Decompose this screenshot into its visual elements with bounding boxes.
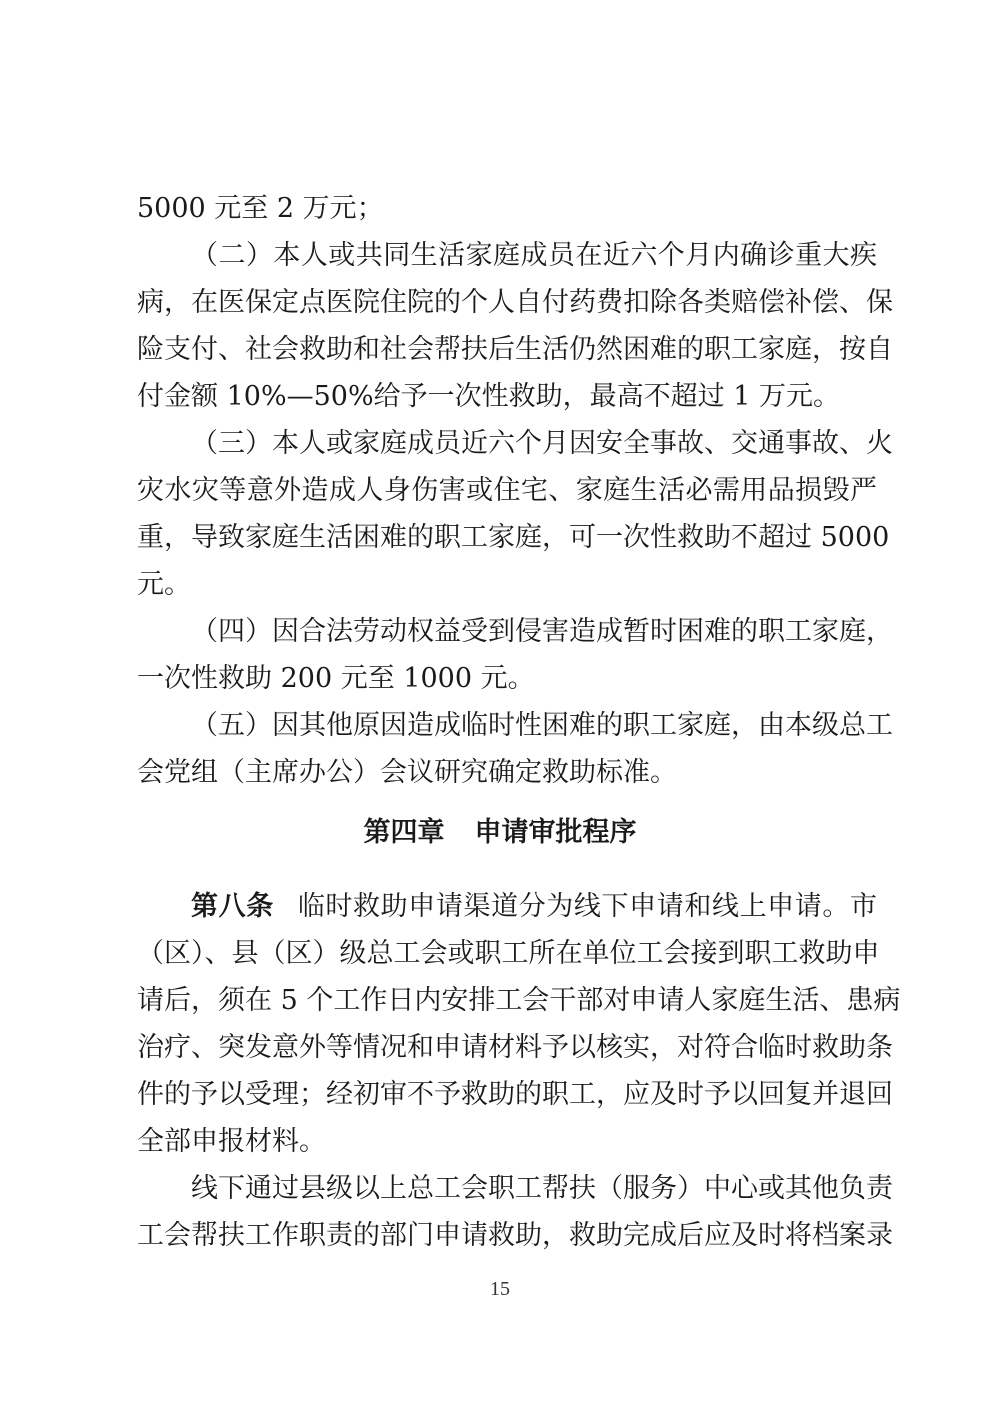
paragraph-line: （五）因其他原因造成临时性困难的职工家庭，由本级总工 <box>191 710 893 741</box>
paragraph-line: 元。 <box>137 569 191 600</box>
paragraph-line: 一次性救助 200 元至 1000 元。 <box>137 663 535 694</box>
article-first-line <box>191 884 877 930</box>
paragraph-line: 请后，须在 5 个工作日内安排工会干部对申请人家庭生活、患病 <box>137 985 901 1016</box>
paragraph-line: 重，导致家庭生活困难的职工家庭，可一次性救助不超过 5000 <box>137 522 890 553</box>
paragraph-line: 件的予以受理；经初审不予救助的职工，应及时予以回复并退回 <box>137 1079 893 1110</box>
chapter-heading <box>0 810 1000 856</box>
paragraph-line: 病，在医保定点医院住院的个人自付药费扣除各类赔偿补偿、保 <box>137 287 893 318</box>
article-label: 第八条 <box>191 891 274 922</box>
chapter-title: 申请审批程序 <box>474 817 637 848</box>
paragraph-line: 工会帮扶工作职责的部门申请救助，救助完成后应及时将档案录 <box>137 1220 893 1251</box>
article-text: 临时救助申请渠道分为线下申请和线上申请。市 <box>297 891 878 922</box>
page-number: 15 <box>490 1278 510 1300</box>
paragraph-line: 灾水灾等意外造成人身伤害或住宅、家庭生活必需用品损毁严 <box>137 475 877 506</box>
chapter-number: 第四章 <box>363 817 445 848</box>
paragraph-line: （二）本人或共同生活家庭成员在近六个月内确诊重大疾 <box>191 240 877 271</box>
paragraph-line: （四）因合法劳动权益受到侵害造成暂时困难的职工家庭， <box>191 616 893 647</box>
paragraph-line: 全部申报材料。 <box>137 1126 326 1157</box>
paragraph-line: 付金额 10%—50%给予一次性救助，最高不超过 1 万元。 <box>137 381 840 412</box>
paragraph-line: （区）、县（区）级总工会或职工所在单位工会接到职工救助申 <box>137 938 880 969</box>
paragraph-line: 5000 元至 2 万元； <box>137 193 384 224</box>
paragraph-line: 线下通过县级以上总工会职工帮扶（服务）中心或其他负责 <box>191 1173 893 1204</box>
paragraph-line: 会党组（主席办公）会议研究确定救助标准。 <box>137 757 677 788</box>
paragraph-line: （三）本人或家庭成员近六个月因安全事故、交通事故、火 <box>191 428 893 459</box>
paragraph-line: 险支付、社会救助和社会帮扶后生活仍然困难的职工家庭，按自 <box>137 334 893 365</box>
paragraph-line: 治疗、突发意外等情况和申请材料予以核实，对符合临时救助条 <box>137 1032 893 1063</box>
